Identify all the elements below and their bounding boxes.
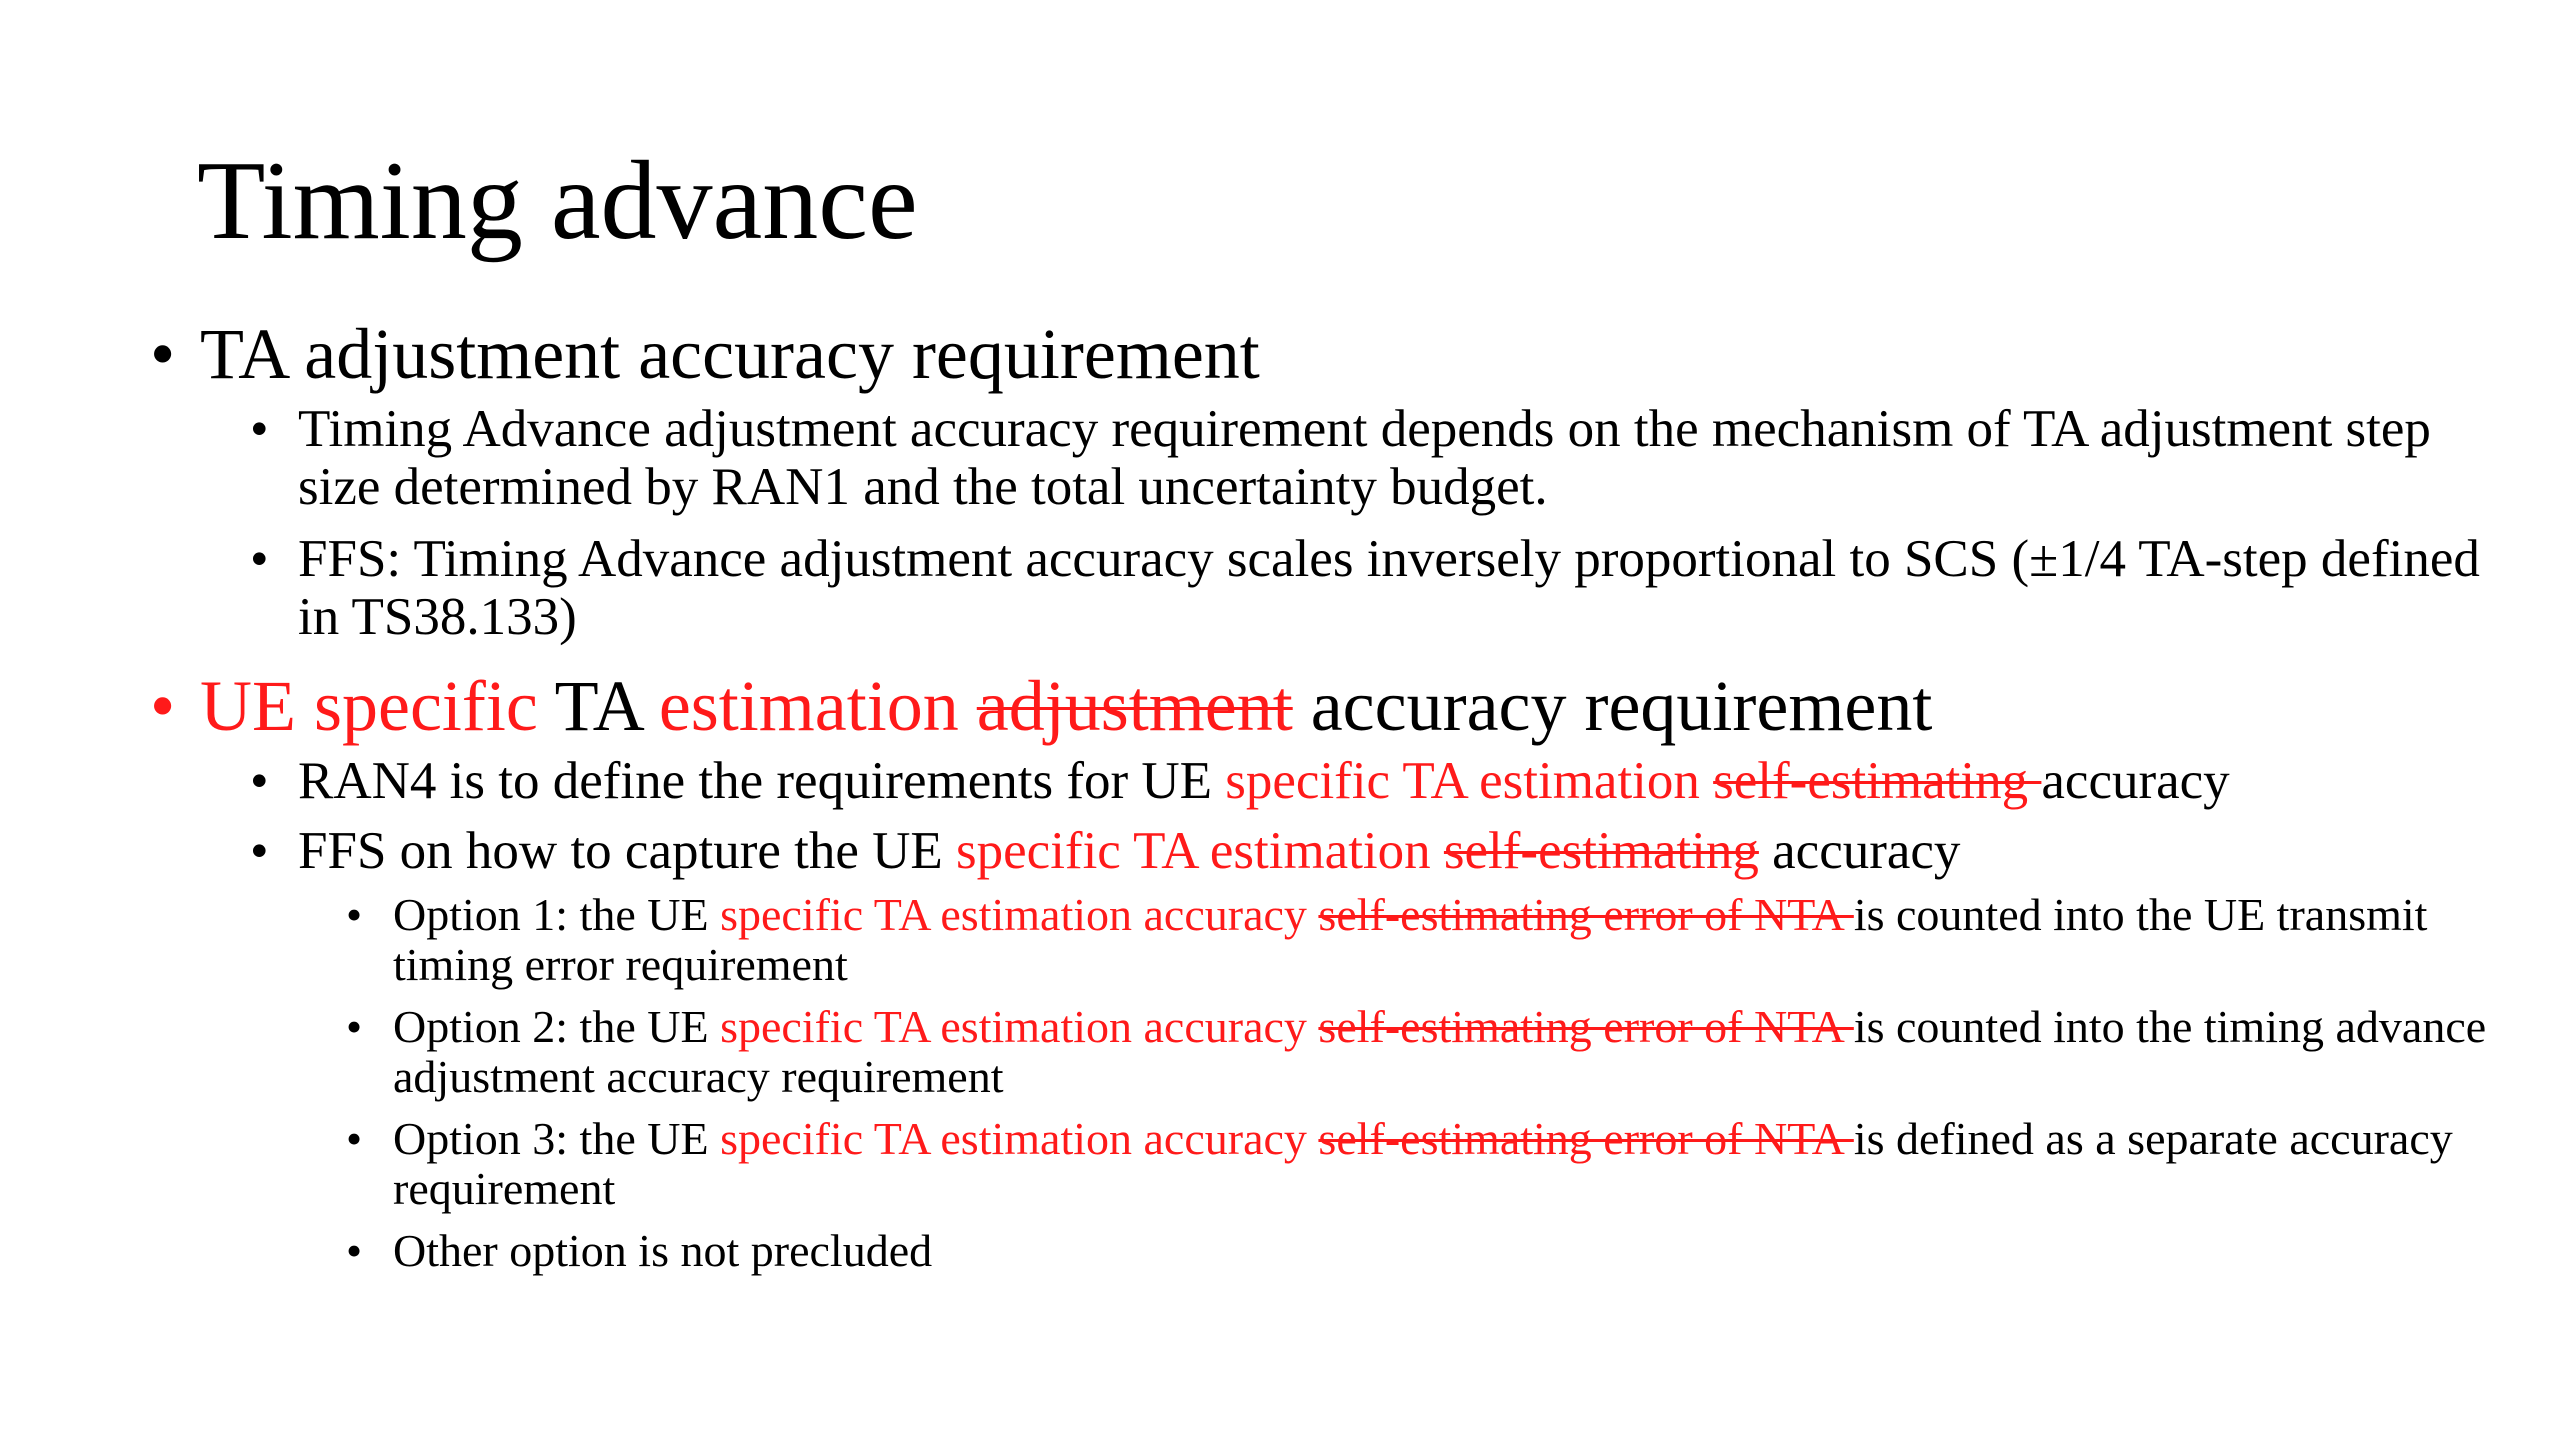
text-part-inserted: specific TA estimation: [956, 822, 1444, 880]
bullet-dot: •: [150, 666, 176, 746]
bullet-dot: •: [346, 1113, 363, 1164]
bullet-ta-adjustment-accuracy: [150, 314, 2490, 394]
option-3: [150, 1114, 2490, 1214]
text-part: accuracy: [1758, 822, 1961, 880]
text-part: is counted into the UE transmit timing error requirement: [393, 889, 2428, 990]
heading-part: TA: [554, 666, 659, 746]
bullet-dot: •: [250, 400, 269, 458]
bullet-dot: •: [346, 1001, 363, 1052]
text-part-inserted: specific TA estimation: [1225, 752, 1714, 810]
option-other: [150, 1226, 2490, 1276]
sub-bullet-ffs-scs: [150, 530, 2490, 646]
text-part: is defined as a separate accuracy requirement: [393, 1113, 2453, 1214]
text-part-inserted: specific TA estimation accuracy: [720, 1113, 1319, 1164]
heading-part: accuracy requirement: [1292, 666, 1933, 746]
option-1: [150, 890, 2490, 990]
slide-title: Timing advance: [197, 139, 918, 263]
text-part: accuracy: [2041, 752, 2230, 810]
text-part-deleted: self-estimating error of NTA: [1318, 1113, 1854, 1164]
bullet-dot: •: [250, 530, 269, 588]
heading-part-red: estimation: [658, 666, 977, 746]
text-part-inserted: specific TA estimation accuracy: [720, 1001, 1319, 1052]
text-part-deleted: self-estimating error of NTA: [1318, 1001, 1854, 1052]
text-part-deleted: self-estimating: [1443, 822, 1759, 880]
text-part: FFS on how to capture the UE: [298, 822, 957, 880]
heading-part-red: UE specific: [200, 666, 555, 746]
section-heading: TA adjustment accuracy requirement: [200, 314, 1260, 394]
slide-body: [150, 314, 2490, 1276]
bullet-dot: •: [250, 822, 269, 880]
text-part: Option 2: the UE: [393, 1001, 721, 1052]
bullet-dot: •: [346, 1225, 363, 1276]
sub-bullet-text: Timing Advance adjustment accuracy requirement depends on the mechanism of TA adjustment step size determined by RAN1 and the total uncertainty budget.: [298, 400, 2431, 516]
sub-bullet-depends-on-mechanism: [150, 400, 2490, 516]
heading-part-deleted: adjustment: [976, 666, 1293, 746]
text-part-deleted: self-estimating error of NTA: [1318, 889, 1854, 940]
option-2: [150, 1002, 2490, 1102]
sub-bullet-ran4-define: [150, 752, 2490, 810]
bullet-dot: •: [150, 314, 176, 394]
bullet-dot: •: [346, 889, 363, 940]
text-part: RAN4 is to define the requirements for UE: [298, 752, 1226, 810]
bullet-ue-specific-ta-estimation: [150, 666, 2490, 746]
text-part: Option 3: the UE: [393, 1113, 721, 1164]
text-part: Other option is not precluded: [393, 1225, 933, 1276]
text-part-deleted: self-estimating: [1713, 752, 2042, 810]
text-part-inserted: specific TA estimation accuracy: [720, 889, 1319, 940]
sub-bullet-text: FFS: Timing Advance adjustment accuracy scales inversely proportional to SCS (±1/4 TA-step defined in TS38.133): [298, 530, 2480, 646]
text-part: Option 1: the UE: [393, 889, 721, 940]
text-part: is counted into the timing advance adjustment accuracy requirement: [393, 1001, 2487, 1102]
bullet-dot: •: [250, 752, 269, 810]
sub-bullet-ffs-capture: [150, 822, 2490, 880]
